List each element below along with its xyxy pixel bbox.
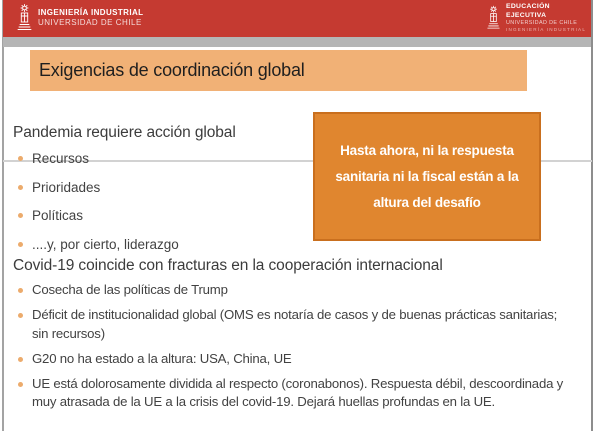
slide-title-banner: [30, 50, 527, 91]
left-university-logo: [16, 4, 143, 32]
section2-heading: Covid-19 coincide con fracturas en la cooperación internacional: [13, 257, 443, 274]
bullet-text: Prioridades: [32, 179, 101, 195]
bullet-dot-icon: [18, 213, 23, 218]
bullet-dot-icon: [18, 357, 23, 362]
header-divider-strip: [3, 37, 591, 47]
bullet-dot-icon: [18, 313, 23, 318]
left-logo-line2: UNIVERSIDAD DE CHILE: [38, 18, 142, 27]
right-logo-line2: UNIVERSIDAD DE CHILE: [506, 20, 578, 26]
callout-text: Hasta ahora, ni la respuesta sanitaria ni la fiscal están a la altura del desafío: [335, 142, 519, 210]
left-logo-line1: INGENIERÍA INDUSTRIAL: [38, 8, 144, 17]
list-item: [18, 178, 288, 197]
bullet-text: UE está dolorosamente dividida al respecto (coronabonos). Respuesta débil, descoordinada y muy atrasada de la UE a la crisis del covid-19. Dejará huellas profundas en la UE.: [32, 375, 564, 409]
left-frame-border: [2, 0, 4, 431]
right-university-logo: [486, 3, 591, 34]
bullet-dot-icon: [18, 156, 23, 161]
slide-title: Exigencias de coordinación global: [39, 60, 305, 80]
bullet-text: Recursos: [32, 151, 90, 166]
right-logo-line1: EDUCACIÓN EJECUTIVA: [506, 3, 550, 19]
right-logo-text: [506, 3, 591, 34]
list-item: [18, 149, 288, 168]
institutional-header-bar: [3, 0, 591, 37]
right-frame-border: [591, 0, 593, 431]
university-crest-icon: [16, 4, 33, 32]
left-logo-text: [38, 8, 143, 28]
bullet-dot-icon: [18, 242, 23, 247]
bullet-text: G20 no ha estado a la altura: USA, China, UE: [32, 350, 292, 366]
bullet-dot-icon: [18, 288, 23, 293]
bullet-text: Políticas: [32, 208, 84, 223]
bullet-text: ....y, por cierto, liderazgo: [32, 236, 179, 252]
section1-bullet-list: [18, 149, 288, 263]
list-item: [18, 350, 565, 369]
list-item: [18, 375, 565, 412]
bullet-text: Déficit de institucionalidad global (OMS es notaría de casos y de buenas prácticas sanitarias; sin recursos): [32, 307, 558, 341]
university-crest-icon: [486, 4, 501, 32]
bullet-dot-icon: [18, 382, 23, 387]
right-logo-line3: INGENIERÍA INDUSTRIAL: [506, 27, 587, 32]
list-item: [18, 281, 565, 300]
list-item: [18, 235, 288, 254]
callout-box: [313, 112, 541, 241]
bullet-dot-icon: [18, 185, 23, 190]
section1-heading: Pandemia requiere acción global: [13, 124, 236, 141]
list-item: [18, 206, 288, 225]
bullet-text: Cosecha de las políticas de Trump: [32, 282, 228, 297]
list-item: [18, 306, 565, 343]
section2-bullet-list: [18, 281, 565, 418]
